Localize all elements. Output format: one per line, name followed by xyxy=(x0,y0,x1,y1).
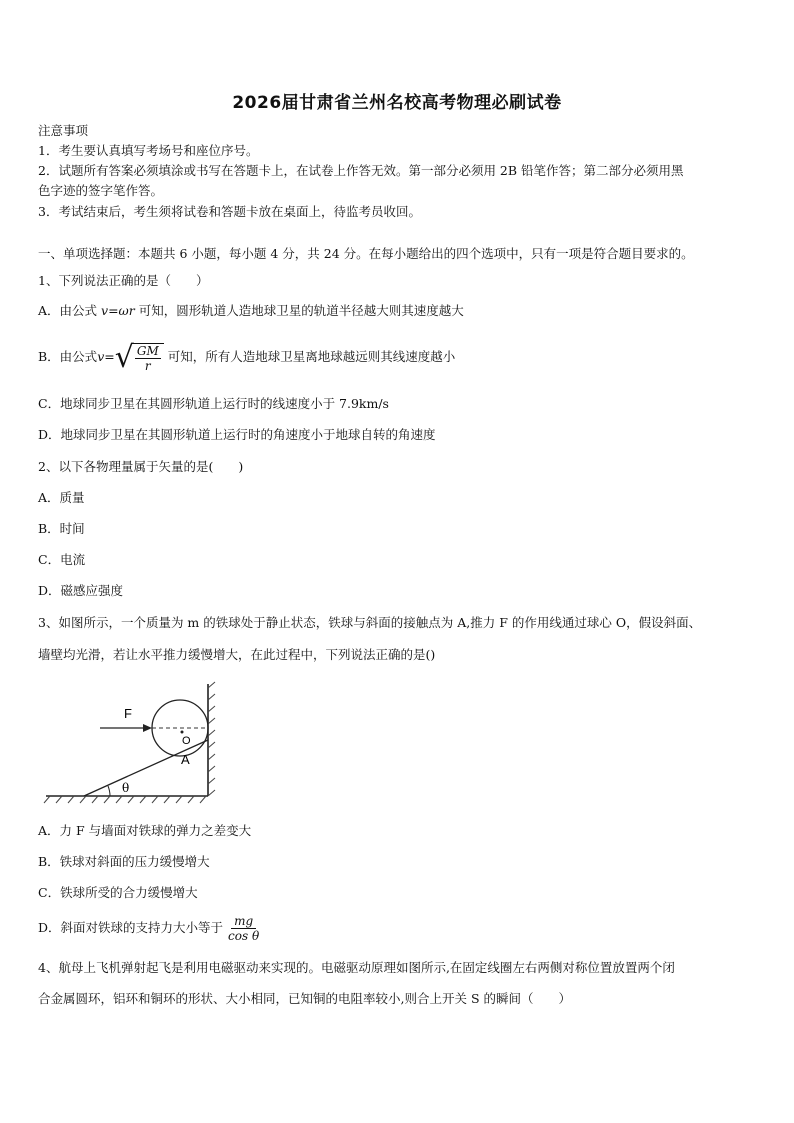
question-4-stem: 4、航母上飞机弹射起飞是利用电磁驱动来实现的。电磁驱动原理如图所示,在固定线圈左右两侧对称位置放置两个闭 xyxy=(38,960,675,975)
label-f: F xyxy=(124,706,132,721)
formula: v= xyxy=(97,349,115,364)
question-3-option-a: A．力 F 与墙面对铁球的弹力之差变大 xyxy=(38,823,252,838)
option-text: 可知，圆形轨道人造地球卫星的轨道半径越大则其速度越大 xyxy=(138,303,464,318)
question-3-option-b: B．铁球对斜面的压力缓慢增大 xyxy=(38,854,210,869)
label-a: A xyxy=(181,752,190,767)
incline-line xyxy=(84,740,208,796)
question-2-option-b: B．时间 xyxy=(38,521,85,536)
page-title: 2026届甘肃省兰州名校高考物理必刷试卷 xyxy=(232,93,562,113)
incline-ball-diagram xyxy=(40,680,220,805)
question-2-stem: 2、以下各物理量属于矢量的是( ) xyxy=(38,459,244,474)
label-o: O xyxy=(182,735,191,747)
question-1-option-a xyxy=(38,303,464,319)
question-1-stem: 1、下列说法正确的是（ ） xyxy=(38,273,209,288)
notice-item: 3．考试结束后，考生须将试卷和答题卡放在桌面上，待监考员收回。 xyxy=(38,204,421,219)
notice-item: 色字迹的签字笔作答。 xyxy=(38,183,164,198)
question-1-option-c: C．地球同步卫星在其圆形轨道上运行时的线速度小于 7.9km/s xyxy=(38,396,389,411)
ball-center-dot xyxy=(181,731,184,734)
question-1-option-d: D．地球同步卫星在其圆形轨道上运行时的角速度小于地球自转的角速度 xyxy=(38,427,436,442)
option-text: 可知，所有人造地球卫星离地球越远则其线速度越小 xyxy=(167,349,456,364)
question-2-option-c: C．电流 xyxy=(38,552,86,567)
question-4-stem: 合金属圆环，铝环和铜环的形状、大小相同，已知铜的电阻率较小,则合上开关 S 的瞬间（ ） xyxy=(38,991,571,1006)
question-3-option-c: C．铁球所受的合力缓慢增大 xyxy=(38,885,198,900)
force-arrowhead xyxy=(143,724,152,732)
question-2-option-a: A．质量 xyxy=(38,490,85,505)
fraction-numerator: GM xyxy=(136,343,159,358)
question-3-option-d xyxy=(38,912,264,944)
notice-heading: 注意事项 xyxy=(38,123,89,138)
label-theta: θ xyxy=(122,781,130,795)
question-3-stem: 墙壁均光滑，若让水平推力缓慢增大，在此过程中，下列说法正确的是() xyxy=(38,647,436,662)
angle-arc xyxy=(108,786,110,796)
notice-item: 2．试题所有答案必须填涂或书写在答题卡上，在试卷上作答无效。第一部分必须用 2B 铅笔作答；第二部分必须用黑 xyxy=(38,163,684,178)
question-2-option-d: D．磁感应强度 xyxy=(38,583,124,598)
fraction xyxy=(132,343,164,373)
wall-hatching xyxy=(208,682,215,796)
question-3-stem: 3、如图所示，一个质量为 m 的铁球处于静止状态，铁球与斜面的接触点为 A,推力 F 的作用线通过球心 O，假设斜面、 xyxy=(38,615,702,630)
fraction-numerator: mg xyxy=(231,914,256,929)
fraction-denominator: cos θ xyxy=(228,929,260,943)
formula: v=ωr xyxy=(101,303,135,318)
option-label: D．斜面对铁球的支持力大小等于 xyxy=(38,920,224,935)
fraction-denominator: r xyxy=(144,358,151,373)
notice-item: 1．考生要认真填写考场号和座位序号。 xyxy=(38,143,259,158)
sqrt-formula xyxy=(114,339,164,375)
section-heading: 一、单项选择题：本题共 6 小题，每小题 4 分，共 24 分。在每小题给出的四个选项中，只有一项是符合题目要求的。 xyxy=(38,246,694,261)
ground-hatching xyxy=(44,796,206,803)
radical-sign: √ xyxy=(114,339,134,375)
question-1-option-b xyxy=(38,340,455,374)
option-label: B．由公式 xyxy=(38,349,98,364)
fraction xyxy=(225,914,262,943)
option-label: A．由公式 xyxy=(38,303,98,318)
